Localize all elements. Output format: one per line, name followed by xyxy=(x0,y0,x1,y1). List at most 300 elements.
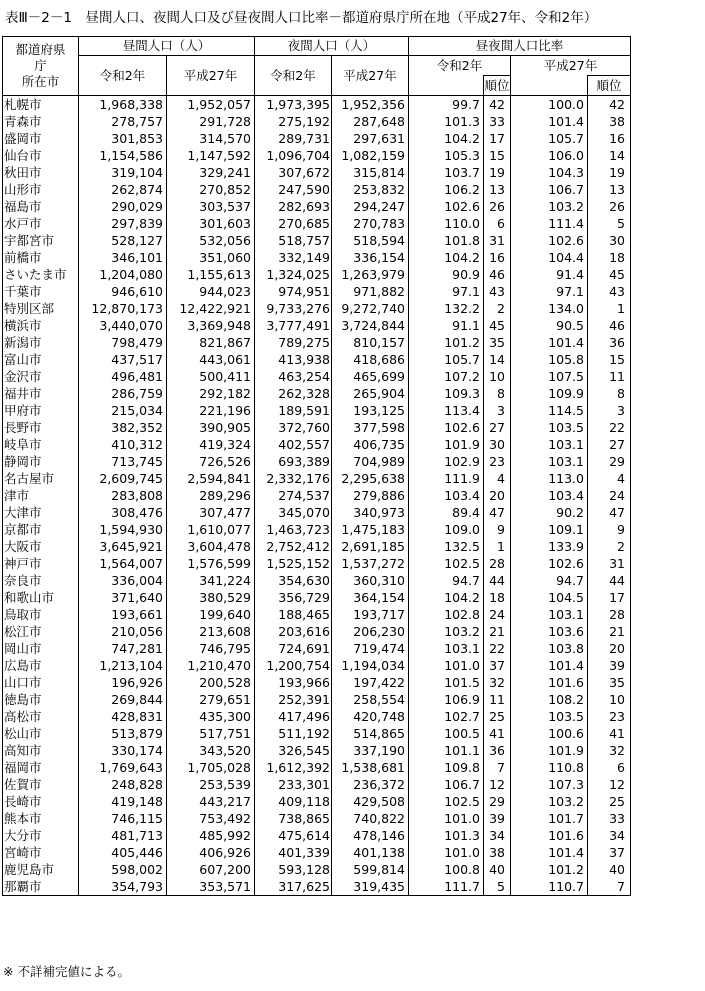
rank-r2: 12 xyxy=(484,776,511,793)
ratio-h27: 103.1 xyxy=(511,453,588,470)
daytime-h27: 279,651 xyxy=(167,691,255,708)
nighttime-r2: 463,254 xyxy=(255,368,332,385)
rank-r2: 16 xyxy=(484,249,511,266)
rank-r2: 14 xyxy=(484,351,511,368)
nighttime-r2: 354,630 xyxy=(255,572,332,589)
table-row xyxy=(3,487,631,504)
header-ratio-r2-value xyxy=(409,76,484,96)
daytime-h27: 726,526 xyxy=(167,453,255,470)
daytime-h27: 303,537 xyxy=(167,198,255,215)
ratio-r2: 102.6 xyxy=(409,419,484,436)
nighttime-h27: 337,190 xyxy=(332,742,409,759)
nighttime-r2: 511,192 xyxy=(255,725,332,742)
nighttime-h27: 360,310 xyxy=(332,572,409,589)
rank-h27: 33 xyxy=(588,810,631,827)
nighttime-h27: 3,724,844 xyxy=(332,317,409,334)
rank-h27: 5 xyxy=(588,215,631,232)
nighttime-h27: 297,631 xyxy=(332,130,409,147)
ratio-h27: 107.3 xyxy=(511,776,588,793)
city-name: 松山市 xyxy=(3,725,79,742)
nighttime-h27: 193,125 xyxy=(332,402,409,419)
nighttime-r2: 9,733,276 xyxy=(255,300,332,317)
rank-r2: 9 xyxy=(484,521,511,538)
ratio-r2: 102.8 xyxy=(409,606,484,623)
nighttime-h27: 193,717 xyxy=(332,606,409,623)
daytime-r2: 419,148 xyxy=(79,793,167,810)
rank-r2: 41 xyxy=(484,725,511,742)
city-name: 松江市 xyxy=(3,623,79,640)
daytime-h27: 607,200 xyxy=(167,861,255,878)
rank-h27: 12 xyxy=(588,776,631,793)
ratio-r2: 101.2 xyxy=(409,334,484,351)
rank-r2: 31 xyxy=(484,232,511,249)
table-row xyxy=(3,657,631,674)
ratio-h27: 94.7 xyxy=(511,572,588,589)
ratio-h27: 101.4 xyxy=(511,844,588,861)
daytime-r2: 946,610 xyxy=(79,283,167,300)
city-name: 広島市 xyxy=(3,657,79,674)
rank-h27: 32 xyxy=(588,742,631,759)
rank-h27: 3 xyxy=(588,402,631,419)
ratio-r2: 101.1 xyxy=(409,742,484,759)
city-name: 津市 xyxy=(3,487,79,504)
nighttime-h27: 1,475,183 xyxy=(332,521,409,538)
ratio-r2: 101.9 xyxy=(409,436,484,453)
city-name: 宮崎市 xyxy=(3,844,79,861)
footnote: ※ 不詳補完値による。 xyxy=(3,964,130,979)
table-row xyxy=(3,623,631,640)
city-name: 高知市 xyxy=(3,742,79,759)
nighttime-h27: 279,886 xyxy=(332,487,409,504)
daytime-h27: 3,369,948 xyxy=(167,317,255,334)
city-name: 岐阜市 xyxy=(3,436,79,453)
ratio-r2: 90.9 xyxy=(409,266,484,283)
ratio-r2: 101.0 xyxy=(409,844,484,861)
header-city-line2: 庁 xyxy=(34,58,47,73)
city-name: 高松市 xyxy=(3,708,79,725)
daytime-h27: 200,528 xyxy=(167,674,255,691)
nighttime-h27: 270,783 xyxy=(332,215,409,232)
nighttime-h27: 1,538,681 xyxy=(332,759,409,776)
nighttime-h27: 1,082,159 xyxy=(332,147,409,164)
ratio-h27: 104.5 xyxy=(511,589,588,606)
rank-r2: 15 xyxy=(484,147,511,164)
rank-h27: 19 xyxy=(588,164,631,181)
ratio-r2: 105.3 xyxy=(409,147,484,164)
rank-r2: 4 xyxy=(484,470,511,487)
nighttime-r2: 332,149 xyxy=(255,249,332,266)
city-name: 水戸市 xyxy=(3,215,79,232)
table-row xyxy=(3,232,631,249)
header-night-r2: 令和2年 xyxy=(255,56,332,96)
table-row xyxy=(3,538,631,555)
daytime-h27: 419,324 xyxy=(167,436,255,453)
ratio-h27: 114.5 xyxy=(511,402,588,419)
nighttime-h27: 206,230 xyxy=(332,623,409,640)
nighttime-h27: 810,157 xyxy=(332,334,409,351)
ratio-h27: 101.6 xyxy=(511,674,588,691)
ratio-h27: 100.0 xyxy=(511,96,588,114)
ratio-r2: 89.4 xyxy=(409,504,484,521)
rank-r2: 27 xyxy=(484,419,511,436)
ratio-h27: 103.6 xyxy=(511,623,588,640)
ratio-r2: 109.0 xyxy=(409,521,484,538)
nighttime-r2: 401,339 xyxy=(255,844,332,861)
table-row xyxy=(3,759,631,776)
header-ratio-h27-value xyxy=(511,76,588,96)
rank-h27: 34 xyxy=(588,827,631,844)
daytime-r2: 513,879 xyxy=(79,725,167,742)
rank-h27: 8 xyxy=(588,385,631,402)
rank-h27: 44 xyxy=(588,572,631,589)
nighttime-r2: 724,691 xyxy=(255,640,332,657)
city-name: 札幌市 xyxy=(3,96,79,114)
rank-h27: 1 xyxy=(588,300,631,317)
city-name: 大津市 xyxy=(3,504,79,521)
city-name: 富山市 xyxy=(3,351,79,368)
city-name: 金沢市 xyxy=(3,368,79,385)
nighttime-r2: 247,590 xyxy=(255,181,332,198)
header-ratio-h27: 平成27年 xyxy=(511,56,631,76)
nighttime-r2: 282,693 xyxy=(255,198,332,215)
header-nighttime: 夜間人口（人） xyxy=(255,37,409,56)
table-row xyxy=(3,402,631,419)
ratio-h27: 104.3 xyxy=(511,164,588,181)
table-row xyxy=(3,470,631,487)
header-rank-h27: 順位 xyxy=(588,76,631,96)
daytime-r2: 336,004 xyxy=(79,572,167,589)
rank-r2: 33 xyxy=(484,113,511,130)
rank-r2: 30 xyxy=(484,436,511,453)
daytime-r2: 481,713 xyxy=(79,827,167,844)
rank-h27: 6 xyxy=(588,759,631,776)
nighttime-r2: 372,760 xyxy=(255,419,332,436)
nighttime-r2: 345,070 xyxy=(255,504,332,521)
rank-h27: 29 xyxy=(588,453,631,470)
ratio-r2: 94.7 xyxy=(409,572,484,589)
daytime-h27: 746,795 xyxy=(167,640,255,657)
nighttime-h27: 740,822 xyxy=(332,810,409,827)
ratio-r2: 104.2 xyxy=(409,249,484,266)
ratio-r2: 132.2 xyxy=(409,300,484,317)
ratio-r2: 105.7 xyxy=(409,351,484,368)
table-row xyxy=(3,198,631,215)
ratio-r2: 102.5 xyxy=(409,555,484,572)
city-name: 名古屋市 xyxy=(3,470,79,487)
rank-r2: 8 xyxy=(484,385,511,402)
nighttime-r2: 233,301 xyxy=(255,776,332,793)
city-name: 京都市 xyxy=(3,521,79,538)
daytime-h27: 485,992 xyxy=(167,827,255,844)
ratio-h27: 102.6 xyxy=(511,555,588,572)
daytime-r2: 196,926 xyxy=(79,674,167,691)
city-name: 大分市 xyxy=(3,827,79,844)
daytime-r2: 278,757 xyxy=(79,113,167,130)
nighttime-h27: 265,904 xyxy=(332,385,409,402)
ratio-r2: 100.8 xyxy=(409,861,484,878)
ratio-r2: 109.3 xyxy=(409,385,484,402)
table-row xyxy=(3,215,631,232)
daytime-r2: 346,101 xyxy=(79,249,167,266)
ratio-r2: 102.6 xyxy=(409,198,484,215)
nighttime-r2: 270,685 xyxy=(255,215,332,232)
nighttime-r2: 789,275 xyxy=(255,334,332,351)
rank-r2: 34 xyxy=(484,827,511,844)
ratio-r2: 101.0 xyxy=(409,810,484,827)
rank-h27: 42 xyxy=(588,96,631,114)
table-row xyxy=(3,521,631,538)
rank-h27: 25 xyxy=(588,793,631,810)
rank-h27: 26 xyxy=(588,198,631,215)
ratio-h27: 101.4 xyxy=(511,113,588,130)
rank-r2: 45 xyxy=(484,317,511,334)
daytime-h27: 1,576,599 xyxy=(167,555,255,572)
nighttime-r2: 193,966 xyxy=(255,674,332,691)
city-name: 奈良市 xyxy=(3,572,79,589)
header-ratio: 昼夜間人口比率 xyxy=(409,37,631,56)
nighttime-h27: 258,554 xyxy=(332,691,409,708)
ratio-r2: 104.2 xyxy=(409,130,484,147)
table-row xyxy=(3,555,631,572)
rank-r2: 40 xyxy=(484,861,511,878)
daytime-r2: 528,127 xyxy=(79,232,167,249)
rank-r2: 39 xyxy=(484,810,511,827)
rank-h27: 30 xyxy=(588,232,631,249)
nighttime-r2: 1,096,704 xyxy=(255,147,332,164)
nighttime-r2: 2,752,412 xyxy=(255,538,332,555)
ratio-r2: 101.5 xyxy=(409,674,484,691)
nighttime-h27: 514,865 xyxy=(332,725,409,742)
nighttime-r2: 409,118 xyxy=(255,793,332,810)
page-title: 表Ⅲ－2－1 昼間人口、夜間人口及び昼夜間人口比率－都道府県庁所在地（平成27年、令和2年） xyxy=(5,10,598,26)
ratio-r2: 103.7 xyxy=(409,164,484,181)
table-row xyxy=(3,334,631,351)
table-row xyxy=(3,385,631,402)
table-row xyxy=(3,96,631,114)
ratio-r2: 103.4 xyxy=(409,487,484,504)
city-name: 佐賀市 xyxy=(3,776,79,793)
ratio-r2: 101.8 xyxy=(409,232,484,249)
city-name: 岡山市 xyxy=(3,640,79,657)
ratio-r2: 109.8 xyxy=(409,759,484,776)
rank-r2: 3 xyxy=(484,402,511,419)
nighttime-r2: 326,545 xyxy=(255,742,332,759)
table-row xyxy=(3,113,631,130)
daytime-h27: 390,905 xyxy=(167,419,255,436)
table-row xyxy=(3,878,631,896)
table-row xyxy=(3,419,631,436)
nighttime-h27: 2,691,185 xyxy=(332,538,409,555)
nighttime-r2: 3,777,491 xyxy=(255,317,332,334)
daytime-r2: 290,029 xyxy=(79,198,167,215)
ratio-h27: 103.1 xyxy=(511,606,588,623)
table-row xyxy=(3,742,631,759)
daytime-h27: 380,529 xyxy=(167,589,255,606)
nighttime-r2: 1,324,025 xyxy=(255,266,332,283)
rank-r2: 26 xyxy=(484,198,511,215)
daytime-h27: 314,570 xyxy=(167,130,255,147)
nighttime-r2: 974,951 xyxy=(255,283,332,300)
rank-r2: 28 xyxy=(484,555,511,572)
daytime-h27: 270,852 xyxy=(167,181,255,198)
nighttime-r2: 1,612,392 xyxy=(255,759,332,776)
ratio-r2: 107.2 xyxy=(409,368,484,385)
nighttime-r2: 1,525,152 xyxy=(255,555,332,572)
nighttime-h27: 364,154 xyxy=(332,589,409,606)
rank-r2: 47 xyxy=(484,504,511,521)
daytime-h27: 532,056 xyxy=(167,232,255,249)
table-row xyxy=(3,300,631,317)
city-name: 青森市 xyxy=(3,113,79,130)
nighttime-h27: 1,537,272 xyxy=(332,555,409,572)
daytime-h27: 821,867 xyxy=(167,334,255,351)
ratio-h27: 103.1 xyxy=(511,436,588,453)
daytime-r2: 262,874 xyxy=(79,181,167,198)
table-row xyxy=(3,725,631,742)
rank-h27: 38 xyxy=(588,113,631,130)
ratio-h27: 109.1 xyxy=(511,521,588,538)
rank-h27: 27 xyxy=(588,436,631,453)
population-table xyxy=(2,36,631,896)
rank-r2: 10 xyxy=(484,368,511,385)
nighttime-r2: 1,200,754 xyxy=(255,657,332,674)
ratio-r2: 113.4 xyxy=(409,402,484,419)
daytime-h27: 1,155,613 xyxy=(167,266,255,283)
daytime-h27: 213,608 xyxy=(167,623,255,640)
daytime-h27: 435,300 xyxy=(167,708,255,725)
ratio-h27: 107.5 xyxy=(511,368,588,385)
rank-r2: 42 xyxy=(484,96,511,114)
ratio-r2: 111.7 xyxy=(409,878,484,896)
ratio-h27: 134.0 xyxy=(511,300,588,317)
nighttime-h27: 9,272,740 xyxy=(332,300,409,317)
nighttime-r2: 317,625 xyxy=(255,878,332,896)
table-row xyxy=(3,640,631,657)
ratio-h27: 90.5 xyxy=(511,317,588,334)
daytime-h27: 12,422,921 xyxy=(167,300,255,317)
table-row xyxy=(3,606,631,623)
daytime-h27: 253,539 xyxy=(167,776,255,793)
rank-h27: 40 xyxy=(588,861,631,878)
ratio-r2: 106.7 xyxy=(409,776,484,793)
rank-h27: 16 xyxy=(588,130,631,147)
daytime-r2: 1,213,104 xyxy=(79,657,167,674)
table-row xyxy=(3,317,631,334)
ratio-h27: 101.4 xyxy=(511,657,588,674)
table-row xyxy=(3,147,631,164)
ratio-h27: 101.2 xyxy=(511,861,588,878)
rank-h27: 41 xyxy=(588,725,631,742)
nighttime-h27: 319,435 xyxy=(332,878,409,896)
city-name: 前橋市 xyxy=(3,249,79,266)
nighttime-h27: 197,422 xyxy=(332,674,409,691)
rank-h27: 43 xyxy=(588,283,631,300)
ratio-h27: 110.7 xyxy=(511,878,588,896)
nighttime-r2: 413,938 xyxy=(255,351,332,368)
ratio-h27: 101.4 xyxy=(511,334,588,351)
table-row xyxy=(3,266,631,283)
ratio-h27: 103.4 xyxy=(511,487,588,504)
daytime-r2: 598,002 xyxy=(79,861,167,878)
table-row xyxy=(3,708,631,725)
daytime-r2: 798,479 xyxy=(79,334,167,351)
daytime-r2: 371,640 xyxy=(79,589,167,606)
daytime-h27: 3,604,478 xyxy=(167,538,255,555)
daytime-r2: 12,870,173 xyxy=(79,300,167,317)
table-row xyxy=(3,674,631,691)
nighttime-h27: 287,648 xyxy=(332,113,409,130)
ratio-h27: 103.5 xyxy=(511,708,588,725)
rank-r2: 22 xyxy=(484,640,511,657)
header-city xyxy=(3,37,79,96)
rank-r2: 46 xyxy=(484,266,511,283)
daytime-r2: 1,564,007 xyxy=(79,555,167,572)
ratio-h27: 133.9 xyxy=(511,538,588,555)
ratio-r2: 99.7 xyxy=(409,96,484,114)
ratio-r2: 103.1 xyxy=(409,640,484,657)
daytime-h27: 1,210,470 xyxy=(167,657,255,674)
ratio-r2: 102.7 xyxy=(409,708,484,725)
nighttime-h27: 406,735 xyxy=(332,436,409,453)
nighttime-r2: 417,496 xyxy=(255,708,332,725)
ratio-r2: 104.2 xyxy=(409,589,484,606)
daytime-r2: 3,440,070 xyxy=(79,317,167,334)
rank-r2: 35 xyxy=(484,334,511,351)
ratio-h27: 90.2 xyxy=(511,504,588,521)
daytime-r2: 713,745 xyxy=(79,453,167,470)
daytime-r2: 1,204,080 xyxy=(79,266,167,283)
ratio-h27: 111.4 xyxy=(511,215,588,232)
city-name: 熊本市 xyxy=(3,810,79,827)
city-name: 福岡市 xyxy=(3,759,79,776)
rank-h27: 39 xyxy=(588,657,631,674)
city-name: 甲府市 xyxy=(3,402,79,419)
ratio-r2: 101.0 xyxy=(409,657,484,674)
daytime-r2: 210,056 xyxy=(79,623,167,640)
daytime-h27: 291,728 xyxy=(167,113,255,130)
daytime-h27: 753,492 xyxy=(167,810,255,827)
ratio-h27: 103.2 xyxy=(511,198,588,215)
header-rank-r2: 順位 xyxy=(484,76,511,96)
ratio-h27: 91.4 xyxy=(511,266,588,283)
rank-h27: 46 xyxy=(588,317,631,334)
daytime-h27: 517,751 xyxy=(167,725,255,742)
daytime-r2: 405,446 xyxy=(79,844,167,861)
daytime-h27: 341,224 xyxy=(167,572,255,589)
daytime-r2: 2,609,745 xyxy=(79,470,167,487)
ratio-r2: 102.9 xyxy=(409,453,484,470)
city-name: さいたま市 xyxy=(3,266,79,283)
city-name: 鳥取市 xyxy=(3,606,79,623)
city-name: 福井市 xyxy=(3,385,79,402)
ratio-r2: 106.2 xyxy=(409,181,484,198)
nighttime-h27: 719,474 xyxy=(332,640,409,657)
rank-h27: 13 xyxy=(588,181,631,198)
ratio-h27: 103.8 xyxy=(511,640,588,657)
daytime-h27: 944,023 xyxy=(167,283,255,300)
nighttime-h27: 599,814 xyxy=(332,861,409,878)
table-row xyxy=(3,453,631,470)
daytime-r2: 382,352 xyxy=(79,419,167,436)
rank-h27: 20 xyxy=(588,640,631,657)
rank-h27: 11 xyxy=(588,368,631,385)
header-daytime: 昼間人口（人） xyxy=(79,37,255,56)
nighttime-h27: 2,295,638 xyxy=(332,470,409,487)
nighttime-r2: 1,973,395 xyxy=(255,96,332,114)
nighttime-h27: 429,508 xyxy=(332,793,409,810)
rank-r2: 37 xyxy=(484,657,511,674)
table-row xyxy=(3,827,631,844)
